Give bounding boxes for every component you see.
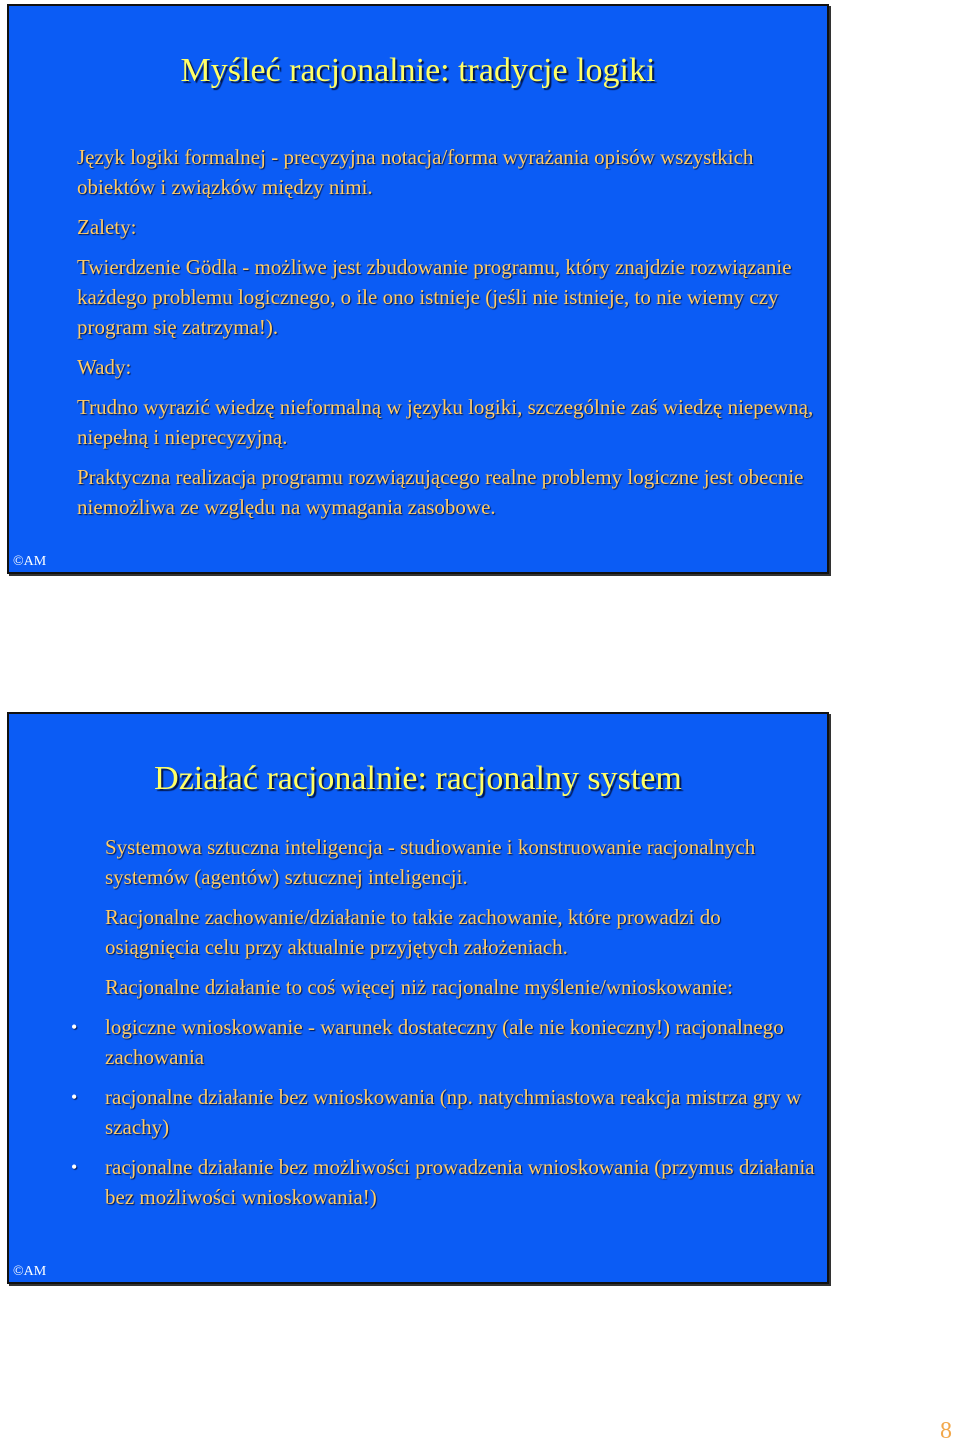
copyright-label: ©AM	[13, 554, 47, 569]
slide-2	[7, 712, 829, 1284]
paragraph: Twierdzenie Gödla - możliwe jest zbudowanie programu, który znajdzie rozwiązanie każdego problemu logicznego, o ile ono istnieje (jeśli nie istnieje, to nie wiemy czy program się zatrzyma!).	[77, 255, 792, 339]
copyright-label: ©AM	[13, 1264, 47, 1279]
paragraph: Język logiki formalnej - precyzyjna notacja/forma wyrażania opisów wszystkich obiektów i związków między nimi.	[77, 145, 754, 199]
bullet-item	[71, 1012, 817, 1072]
paragraph: Trudno wyrazić wiedzę nieformalną w języku logiki, szczególnie zaś wiedzę niepewną, niepełną i nieprecyzyjną.	[77, 395, 814, 449]
bullet-icon: •	[71, 1157, 78, 1177]
bullet-icon: •	[71, 1017, 78, 1037]
paragraph: Systemowa sztuczna inteligencja - studiowanie i konstruowanie racjonalnych systemów (agentów) sztucznej inteligencji.	[105, 835, 756, 889]
paragraph: Zalety:	[77, 215, 137, 239]
bullet-text: logiczne wnioskowanie - warunek dostateczny (ale nie konieczny!) racjonalnego zachowania	[105, 1015, 784, 1069]
slide-title: Myśleć racjonalnie: tradycje logiki	[180, 52, 656, 89]
bullet-item	[71, 1082, 817, 1142]
slide-body	[71, 832, 817, 1222]
bullet-item	[71, 1152, 817, 1212]
paragraph: Wady:	[77, 355, 132, 379]
slide-title: Działać racjonalnie: racjonalny system	[154, 760, 682, 797]
slide-1	[7, 4, 829, 574]
paragraph: Praktyczna realizacja programu rozwiązującego realne problemy logiczne jest obecnie niemożliwa ze względu na wymagania zasobowe.	[77, 465, 804, 519]
slide-body	[77, 142, 817, 532]
bullet-text: racjonalne działanie bez wnioskowania (np. natychmiastowa reakcja mistrza gry w szachy)	[105, 1085, 802, 1139]
bullet-text: racjonalne działanie bez możliwości prowadzenia wnioskowania (przymus działania bez możliwości wnioskowania!)	[105, 1155, 815, 1209]
paragraph: Racjonalne działanie to coś więcej niż racjonalne myślenie/wnioskowanie:	[105, 975, 734, 999]
page-number: 8	[940, 1418, 952, 1444]
paragraph: Racjonalne zachowanie/działanie to takie zachowanie, które prowadzi do osiągnięcia celu przy aktualnie przyjętych założeniach.	[105, 905, 721, 959]
bullet-icon: •	[71, 1087, 78, 1107]
